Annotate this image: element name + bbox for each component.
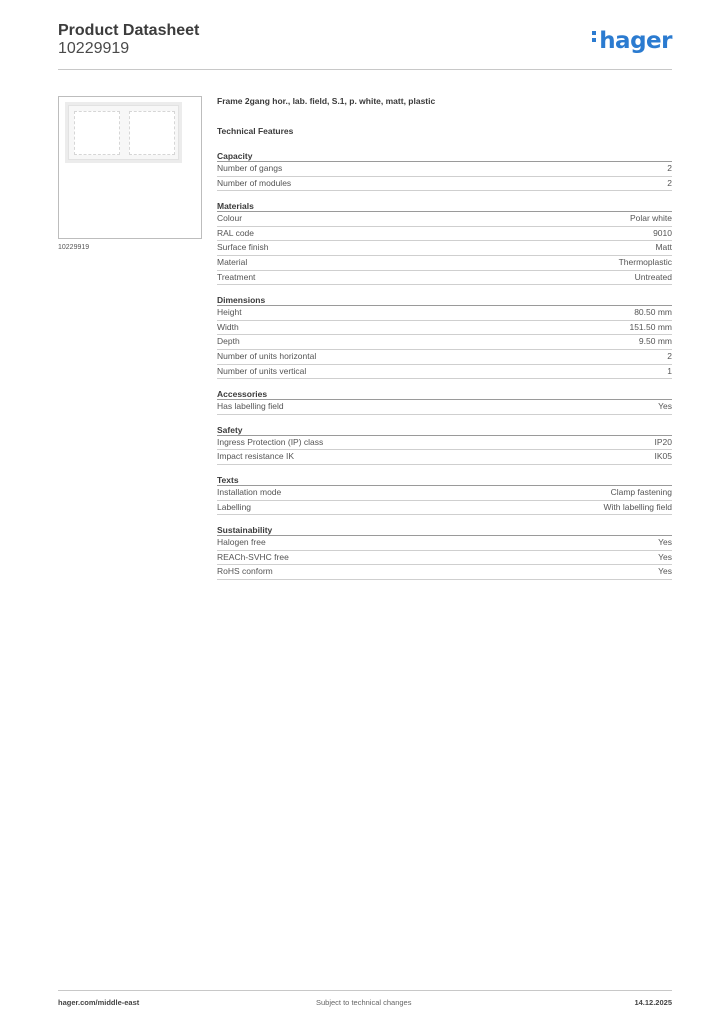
feature-row <box>217 321 672 336</box>
feature-label: Installation mode <box>217 486 282 497</box>
feature-value: 151.50 mm <box>629 321 672 332</box>
feature-section <box>217 475 672 515</box>
logo-dots-icon <box>592 28 597 45</box>
feature-value: 9.50 mm <box>638 336 672 347</box>
feature-value: 2 <box>667 177 672 188</box>
footer-divider <box>58 990 672 991</box>
feature-label: Colour <box>217 213 243 224</box>
feature-label: Has labelling field <box>217 401 284 412</box>
feature-row <box>217 350 672 365</box>
feature-row <box>217 227 672 242</box>
section-title: Materials <box>217 201 672 212</box>
feature-value: Yes <box>658 537 672 548</box>
logo-text: hager <box>599 28 672 54</box>
frame-opening-left <box>74 111 120 155</box>
product-image <box>58 96 202 239</box>
feature-label: Impact resistance IK <box>217 451 295 462</box>
feature-label: Number of gangs <box>217 163 283 173</box>
feature-value: IP20 <box>654 436 672 447</box>
feature-section <box>217 151 672 191</box>
feature-label: Treatment <box>217 271 256 282</box>
technical-features-title: Technical Features <box>217 126 294 136</box>
product-name: Frame 2gang hor., lab. field, S.1, p. white, matt, plastic <box>217 96 436 106</box>
section-title: Safety <box>217 425 672 436</box>
feature-section <box>217 295 672 379</box>
header-divider <box>58 69 672 70</box>
feature-value: 2 <box>667 350 672 361</box>
feature-value: Yes <box>658 551 672 562</box>
feature-row <box>217 271 672 286</box>
feature-label: RoHS conform <box>217 566 273 577</box>
feature-row <box>217 241 672 256</box>
feature-row <box>217 335 672 350</box>
feature-value: Yes <box>658 401 672 412</box>
feature-row <box>217 486 672 501</box>
feature-label: Labelling <box>217 501 252 512</box>
feature-section <box>217 201 672 285</box>
feature-value: Matt <box>655 242 672 253</box>
feature-label: Ingress Protection (IP) class <box>217 436 324 447</box>
feature-row <box>217 177 672 192</box>
feature-sections <box>217 151 672 580</box>
article-number: 10229919 <box>58 40 130 57</box>
feature-row <box>217 212 672 227</box>
feature-value: Yes <box>658 566 672 577</box>
feature-label: Number of units vertical <box>217 365 307 376</box>
feature-label: Material <box>217 256 248 267</box>
feature-row <box>217 162 672 177</box>
feature-row <box>217 365 672 380</box>
feature-section <box>217 389 672 415</box>
section-title: Sustainability <box>217 525 672 536</box>
section-title: Capacity <box>217 151 672 162</box>
feature-label: Number of units horizontal <box>217 350 317 361</box>
feature-section <box>217 425 672 465</box>
feature-section <box>217 525 672 580</box>
feature-row <box>217 536 672 551</box>
feature-value: 1 <box>667 365 672 376</box>
footer-website-link[interactable]: hager.com/middle-east <box>58 998 140 1007</box>
hager-logo[interactable] <box>592 28 672 54</box>
section-title: Texts <box>217 475 672 486</box>
feature-row <box>217 256 672 271</box>
feature-value: Untreated <box>634 271 672 282</box>
feature-row <box>217 450 672 465</box>
feature-label: REACh-SVHC free <box>217 551 289 562</box>
feature-row <box>217 400 672 415</box>
feature-label: Number of modules <box>217 177 292 188</box>
feature-value: Clamp fastening <box>610 486 672 497</box>
page-title: Product Datasheet <box>58 22 200 39</box>
feature-row <box>217 306 672 321</box>
footer-date: 14.12.2025 <box>634 998 672 1007</box>
feature-label: Halogen free <box>217 537 266 548</box>
frame-opening-right <box>129 111 175 155</box>
image-caption: 10229919 <box>58 244 90 251</box>
feature-row <box>217 501 672 516</box>
feature-label: Height <box>217 307 242 318</box>
section-title: Dimensions <box>217 295 672 306</box>
section-title: Accessories <box>217 389 672 400</box>
feature-value: Polar white <box>629 213 672 224</box>
frame-2gang-icon <box>65 102 182 163</box>
feature-label: RAL code <box>217 227 255 238</box>
datasheet-content <box>217 96 672 590</box>
feature-row <box>217 565 672 580</box>
feature-label: Depth <box>217 336 240 347</box>
feature-value: With labelling field <box>603 501 672 512</box>
feature-row <box>217 436 672 451</box>
feature-value: Thermoplastic <box>618 256 672 267</box>
feature-row <box>217 551 672 566</box>
feature-value: 2 <box>667 163 672 173</box>
footer-disclaimer: Subject to technical changes <box>316 998 412 1007</box>
feature-value: 80.50 mm <box>634 307 672 318</box>
feature-label: Surface finish <box>217 242 269 253</box>
feature-value: 9010 <box>653 227 672 238</box>
feature-value: IK05 <box>654 451 672 462</box>
feature-label: Width <box>217 321 239 332</box>
page-header <box>58 22 672 70</box>
